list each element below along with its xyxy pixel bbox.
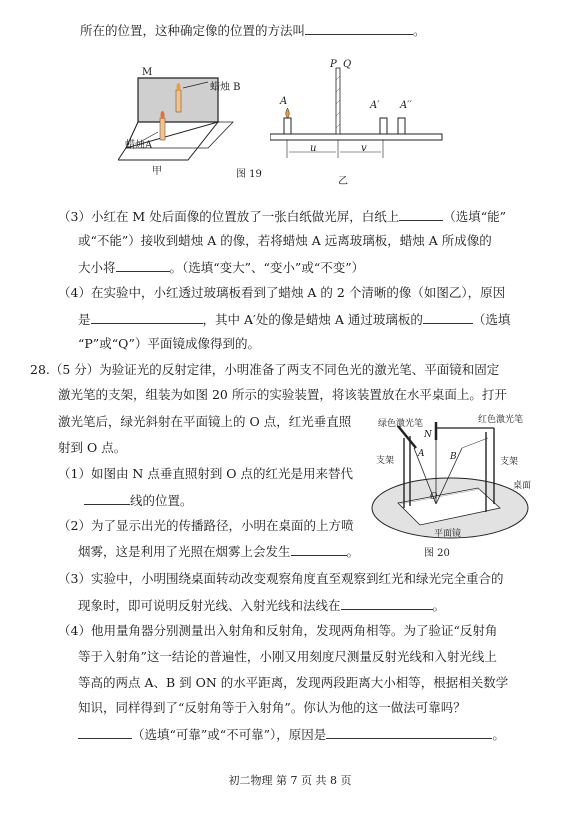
fig-jia-caption: 甲 (152, 166, 162, 177)
q28-4-line2: 等于入射角”这一结论的普遍性，小刚又用刻度尺测量反射光线和入射光线上 (78, 649, 497, 664)
label-candle-b: 蜡烛 B (210, 82, 241, 93)
q28-4-line4: 知识，同样得到了“反射角等于入射角”。你认为他的这一做法可靠吗？ (78, 700, 466, 715)
q27-4-line2: 是 ，其中 A′处的像是蜡烛 A 通过玻璃板的 （选填 (78, 312, 511, 327)
label-M: M (142, 67, 153, 78)
fig-yi-caption: 乙 (338, 176, 348, 187)
q28-line2: 激光笔的支架，组装为如图 20 所示的实验装置，将该装置放在水平桌面上。打开 (58, 387, 507, 402)
q28-line4: 射到 O 点。 (58, 440, 127, 455)
answer-blank[interactable] (423, 311, 473, 324)
q28-4-line5: （选填“可靠”或“不可靠”），原因是 。 (78, 726, 505, 743)
label-Q: Q (343, 59, 352, 70)
label-B: B (450, 452, 457, 462)
q27-4-line1: （4）在实验中，小红透过玻璃板看到了蜡烛 A 的 2 个清晰的像（如图乙），原因 (58, 285, 506, 300)
label-candle-a: 蜡烛A (125, 140, 153, 151)
answer-blank[interactable] (305, 22, 413, 35)
label-u: u (310, 143, 317, 154)
label-A: A (418, 449, 425, 459)
label-P: P (330, 59, 337, 70)
figure-20-title: 图 20 (424, 548, 450, 559)
label-N: N (424, 430, 432, 440)
label-table: 桌面 (513, 481, 532, 491)
label-A: A (280, 96, 288, 107)
label-A-prime: A′ (370, 100, 380, 111)
answer-blank[interactable] (291, 543, 347, 556)
answer-blank[interactable] (91, 311, 203, 324)
q28-line3: 激光笔后，绿光斜射在平面镜上的 O 点，红光垂直照 (58, 414, 352, 429)
label-O: O (430, 492, 438, 502)
answer-blank[interactable] (326, 726, 492, 739)
label-mirror: 平面镜 (434, 529, 462, 539)
label-stand-right: 支架 (500, 457, 519, 467)
figure-19-yi (270, 60, 445, 170)
q28-1-line1: （1）如图由 N 点垂直照射到 O 点的红光是用来替代 (58, 466, 354, 481)
q28-1-line2: 线的位置。 (84, 492, 193, 509)
q28-3-line1: （3）实验中，小明围绕桌面转动改变观察角度直至观察到红光和绿光完全重合的 (58, 571, 504, 586)
page-footer: 初二物理 第 7 页 共 8 页 (228, 774, 352, 787)
q27-4-line3: “P”或“Q”）平面镜成像得到的。 (78, 336, 260, 351)
answer-blank[interactable] (116, 259, 170, 272)
figure-19-title: 图 19 (236, 169, 262, 180)
q27-3-line1: （3）小红在 M 处后面像的位置放了一张白纸做光屏，白纸上 （选填“能” (58, 209, 506, 224)
q27-3-line2: 或“不能”）接收到蜡烛 A 的像，若将蜡烛 A 远离玻璃板，蜡烛 A 所成像的 (78, 233, 492, 248)
answer-blank[interactable] (84, 492, 130, 505)
answer-blank[interactable] (399, 208, 443, 221)
q28-3-line2: 现象时，即可说明反射光线、入射光线和法线在 。 (78, 598, 446, 613)
label-A-double-prime: A′′ (400, 100, 412, 111)
answer-blank[interactable] (341, 597, 433, 610)
q28-2-line1: （2）为了显示出光的传播路径，小明在桌面的上方喷 (58, 518, 354, 533)
question-text: 所在的位置，这种确定像的位置的方法叫 。 (80, 23, 426, 38)
label-v: v (361, 143, 367, 154)
q27-3-line3: 大小将 。（选填“变大”、“变小”或“不变”） (78, 260, 365, 275)
q28-4-line1: （4）他用量角器分别测量出入射角和反射角，发现两角相等。为了验证“反射角 (58, 623, 498, 638)
answer-blank[interactable] (78, 726, 132, 739)
label-green-laser: 绿色激光笔 (378, 419, 424, 429)
label-red-laser: 红色激光笔 (478, 415, 524, 425)
label-stand-left: 支架 (376, 456, 395, 466)
q28-4-line3: 等高的两点 A、B 到 ON 的水平距离，发现两段距离大小相等，根据相关数学 (78, 675, 509, 690)
q28-2-line2: 烟雾，这是利用了光照在烟雾上会发生 。 (78, 544, 360, 559)
q28-line1: 28.（5 分）为验证光的反射定律，小明准备了两支不同色光的激光笔、平面镜和固定 (30, 362, 500, 377)
